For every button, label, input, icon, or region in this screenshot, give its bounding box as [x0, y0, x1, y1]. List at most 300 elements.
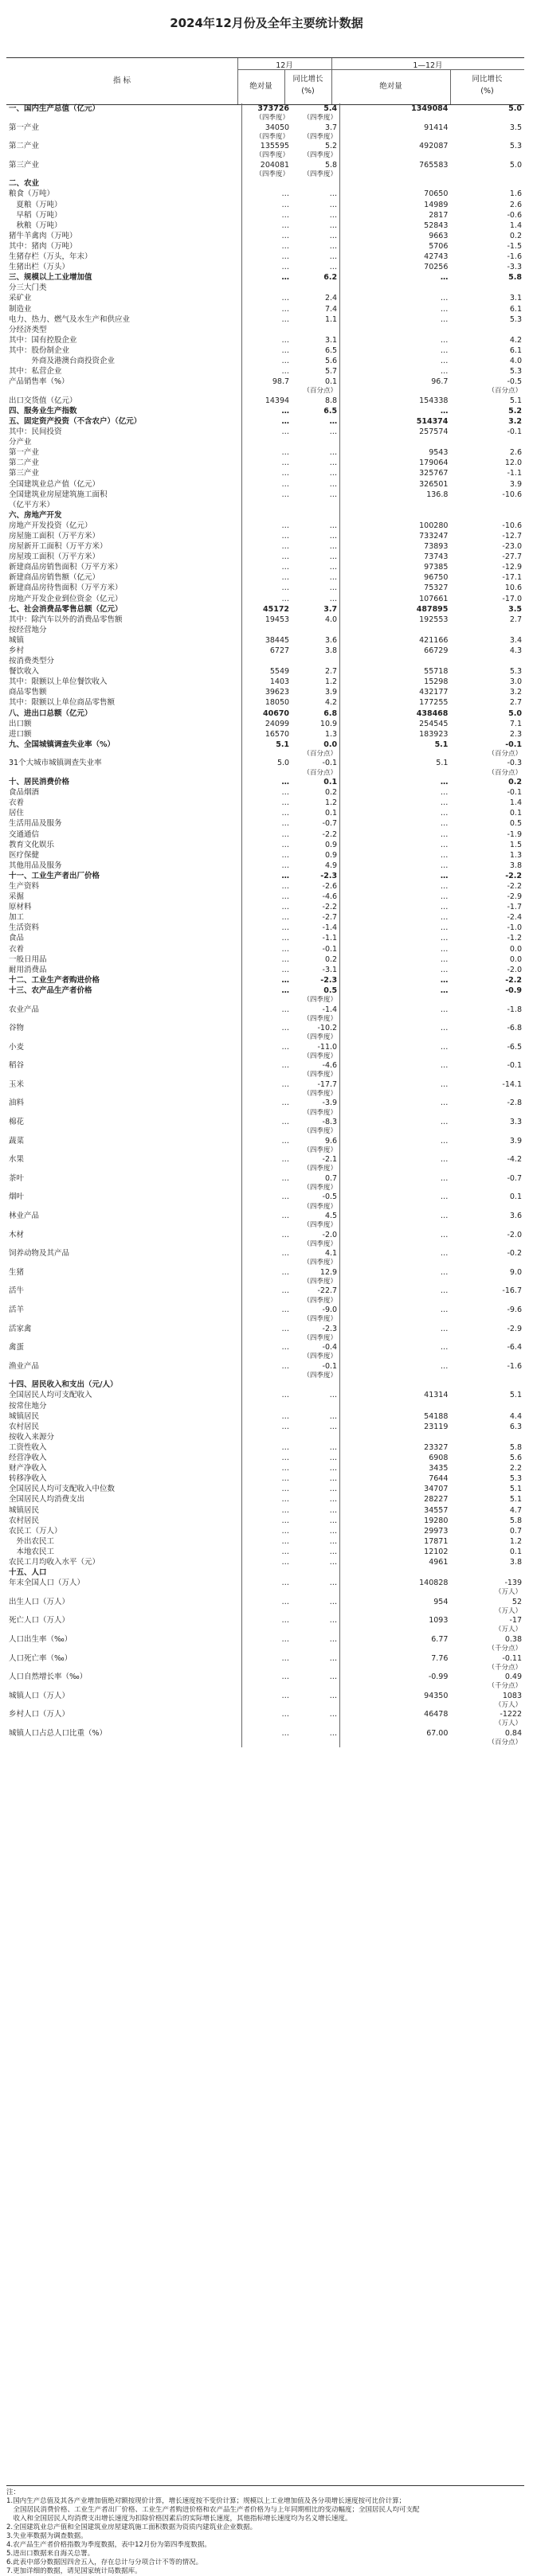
annual-value-cell: 432177: [340, 687, 451, 697]
table-row: [6, 1005, 524, 1015]
annual-value-cell: [340, 1146, 451, 1155]
indicator-cell: 小麦: [9, 1042, 25, 1052]
december-value-cell: …: [242, 241, 292, 252]
december-growth-cell: （四季度）: [303, 1371, 338, 1380]
annual-value-cell: [340, 1315, 451, 1324]
december-value-cell: …: [242, 1728, 292, 1739]
indicator-cell: 外出农民工: [9, 1536, 55, 1546]
december-growth-cell: 0.1: [324, 809, 338, 818]
december-value-cell: [242, 625, 292, 635]
annual-growth-cell: -9.6: [507, 1306, 522, 1314]
table-row: [6, 687, 524, 697]
annual-value-cell: …: [340, 1267, 451, 1278]
december-growth-cell: -3.1: [322, 965, 338, 974]
annual-value-cell: …: [340, 933, 451, 943]
december-growth-cell: 5.2: [324, 142, 338, 151]
annual-value-cell: …: [340, 1248, 451, 1259]
table-row: [6, 160, 524, 170]
table-row: [6, 646, 524, 656]
annual-growth-cell: 1.6: [509, 189, 522, 199]
december-value-cell: …: [242, 787, 292, 798]
december-value-cell: …: [242, 1154, 292, 1165]
december-growth-cell: -2.1: [322, 1155, 338, 1165]
annual-value-cell: …: [340, 1173, 451, 1184]
annual-value-cell: [340, 1033, 451, 1042]
table-row: [6, 1286, 524, 1296]
december-value-cell: …: [242, 1248, 292, 1259]
annual-growth-cell: 3.9: [509, 1136, 522, 1146]
december-growth-cell: （四季度）: [303, 1202, 338, 1211]
indicator-cell: 农村居民: [9, 1422, 40, 1431]
annual-growth-cell: 0.0: [509, 954, 522, 964]
annual-value-cell: [340, 750, 451, 759]
indicator-cell: [6, 1645, 242, 1653]
table-row: [6, 1634, 524, 1645]
table-row: [6, 1567, 524, 1578]
annual-growth-cell: 3.4: [509, 635, 522, 645]
december-growth-cell: （四季度）: [303, 1277, 338, 1286]
annual-growth-cell: -1.2: [507, 934, 522, 943]
december-growth-cell: …: [329, 221, 338, 230]
december-value-cell: …: [242, 447, 292, 458]
table-row: [6, 1154, 524, 1165]
annual-value-cell: 514374: [340, 416, 451, 427]
december-value-cell: …: [242, 861, 292, 871]
annual-growth-cell: -139: [504, 1579, 522, 1588]
annual-value-cell: 954: [340, 1597, 451, 1607]
december-value-cell: [242, 1127, 292, 1136]
december-growth-cell: 5.8: [324, 160, 338, 170]
december-value-cell: …: [242, 912, 292, 923]
annual-value-cell: …: [340, 777, 451, 787]
annual-growth-cell: 5.1: [509, 1485, 522, 1494]
december-value-cell: [242, 1645, 292, 1653]
table-row: [6, 1342, 524, 1352]
indicator-cell: [6, 750, 242, 759]
annual-growth-cell: -1.1: [507, 469, 522, 478]
december-value-cell: …: [242, 1361, 292, 1372]
annual-growth-cell: 0.2: [508, 778, 522, 787]
indicator-cell: 年末全国人口（万人）: [9, 1579, 85, 1588]
annual-growth-cell: [450, 437, 524, 447]
december-value-cell: [242, 1033, 292, 1042]
december-growth-cell: （四季度）: [303, 1033, 338, 1042]
annual-value-cell: …: [340, 272, 451, 283]
indicator-cell: [6, 170, 242, 179]
indicator-cell: 其中：猪肉（万吨）: [9, 241, 77, 251]
annual-value-cell: 3435: [340, 1463, 451, 1473]
indicator-cell: 蔬菜: [9, 1136, 25, 1146]
december-value-cell: 16570: [242, 729, 292, 740]
indicator-cell: 其中：股份制企业: [9, 345, 70, 355]
indicator-cell: 人口死亡率（‰）: [9, 1653, 73, 1663]
december-growth-cell: （四季度）: [303, 1127, 338, 1136]
annual-growth-cell: -0.1: [507, 788, 522, 798]
table-row: [6, 850, 524, 861]
indicator-cell: 生猪存栏（万头，年末）: [9, 252, 92, 262]
december-value-cell: …: [242, 1653, 292, 1664]
annual-growth-cell: -2.9: [507, 1324, 522, 1333]
indicator-cell: 衣着: [9, 798, 25, 808]
table-row: [6, 666, 524, 677]
december-value-cell: …: [242, 777, 292, 787]
december-growth-cell: [292, 437, 340, 447]
december-growth-cell: 6.5: [323, 406, 338, 416]
annual-value-cell: 97385: [340, 562, 451, 572]
december-value-cell: [242, 1015, 292, 1024]
december-growth-cell: …: [329, 1464, 338, 1473]
december-growth-cell: （百分点）: [303, 749, 338, 758]
december-growth-cell: …: [329, 1547, 338, 1556]
december-value-cell: 5.1: [242, 740, 292, 750]
table-row: [6, 1278, 524, 1286]
annual-value-cell: 7.76: [340, 1653, 451, 1664]
december-growth-cell: …: [329, 1672, 338, 1682]
december-value-cell: …: [242, 272, 292, 283]
indicator-cell: 死亡人口（万人）: [9, 1616, 70, 1626]
december-value-cell: 5549: [242, 666, 292, 677]
indicator-cell: 其中：民间投资: [9, 427, 62, 437]
table-row: [6, 396, 524, 406]
december-growth-cell: [292, 283, 340, 293]
table-row: [6, 141, 524, 151]
indicator-cell: 农民工月均收入水平（元）: [9, 1557, 100, 1567]
annual-value-cell: 2817: [340, 210, 451, 221]
annual-value-cell: [340, 178, 451, 189]
annual-value-cell: …: [340, 356, 451, 366]
december-growth-cell: …: [329, 1597, 338, 1606]
table-row: [6, 881, 524, 892]
indicator-cell: 商品零售额: [9, 688, 47, 697]
annual-value-cell: …: [340, 1117, 451, 1127]
table-row: [6, 541, 524, 552]
december-growth-cell: 3.6: [324, 635, 338, 645]
annual-growth-cell: [450, 151, 524, 160]
table-row: [6, 719, 524, 729]
december-growth-cell: （四季度）: [303, 1108, 338, 1117]
annual-value-cell: [340, 325, 451, 335]
december-growth-cell: …: [329, 1505, 338, 1515]
footnote-line: 收入和全国居民人均消费支出增长速度为扣除价格因素后的实际增长速度，其他指标增长速度均为名义增长速度。: [6, 2515, 352, 2523]
indicator-cell: 十四、居民收入和支出（元/人）: [9, 1380, 118, 1390]
annual-value-cell: …: [340, 881, 451, 892]
annual-growth-cell: [450, 133, 524, 142]
annual-value-cell: 29973: [340, 1526, 451, 1536]
table-row: [6, 1664, 524, 1672]
annual-value-cell: 1093: [340, 1615, 451, 1626]
december-growth-cell: 7.4: [324, 304, 338, 314]
annual-growth-cell: -1.0: [507, 923, 522, 933]
table-row: [6, 1390, 524, 1400]
annual-growth-cell: （万人）: [494, 1606, 522, 1615]
december-growth-cell: …: [329, 1442, 338, 1452]
indicator-cell: 采掘: [9, 892, 25, 902]
indicator-cell: 第三产业: [9, 469, 40, 478]
december-growth-cell: 0.7: [324, 1173, 338, 1183]
table-row: [6, 406, 524, 416]
indicator-cell: 九、全国城镇调查失业率（%）: [9, 740, 116, 749]
annual-value-cell: [340, 769, 451, 778]
table-row: [6, 1473, 524, 1484]
december-growth-cell: [292, 1645, 340, 1653]
table-row: [6, 1516, 524, 1526]
december-growth-cell: -2.7: [322, 913, 338, 923]
december-growth-cell: …: [329, 189, 338, 199]
indicator-cell: 农村居民: [9, 1516, 40, 1525]
december-growth-cell: 3.9: [324, 688, 338, 697]
indicator-cell: 活家禽: [9, 1324, 32, 1333]
annual-value-cell: …: [340, 840, 451, 850]
annual-value-cell: 5.1: [340, 758, 451, 768]
indicator-cell: 外商及港澳台商投资企业: [9, 356, 116, 365]
indicator-cell: 十五、人口: [9, 1568, 47, 1578]
december-value-cell: [242, 1334, 292, 1343]
december-value-cell: …: [242, 406, 292, 416]
annual-growth-cell: 0.5: [509, 819, 522, 829]
table-row: [6, 708, 524, 719]
annual-value-cell: …: [340, 798, 451, 808]
december-growth-cell: …: [329, 1422, 338, 1431]
annual-value-cell: [340, 1071, 451, 1079]
december-growth-cell: -1.4: [322, 923, 338, 933]
annual-value-cell: …: [340, 1023, 451, 1033]
annual-value-cell: …: [340, 1098, 451, 1108]
december-value-cell: [242, 1297, 292, 1306]
table-row: [6, 345, 524, 356]
annual-growth-cell: 0.1: [509, 1547, 522, 1556]
december-value-cell: [242, 1184, 292, 1192]
table-row: [6, 1372, 524, 1380]
december-growth-cell: [292, 178, 340, 189]
indicator-cell: 城镇居民: [9, 1505, 40, 1515]
annual-growth-cell: -6.8: [507, 1024, 522, 1033]
annual-value-cell: 15298: [340, 677, 451, 687]
table-row: [6, 604, 524, 615]
table-row: [6, 1315, 524, 1324]
annual-growth-cell: （千分点）: [488, 1663, 522, 1672]
indicator-cell: [6, 1033, 242, 1042]
december-growth-cell: [292, 1432, 340, 1442]
annual-growth-cell: 2.7: [509, 698, 522, 708]
table-row: [6, 1536, 524, 1547]
annual-value-cell: 1349084: [340, 103, 451, 114]
annual-value-cell: 5.1: [340, 740, 451, 750]
indicator-cell: 其中：除汽车以外的消费品零售额: [9, 615, 123, 624]
december-value-cell: 1403: [242, 677, 292, 687]
december-value-cell: …: [242, 892, 292, 902]
table-row: [6, 1588, 524, 1597]
annual-growth-cell: 3.5: [508, 604, 522, 614]
december-growth-cell: [292, 1380, 340, 1390]
table-row: [6, 625, 524, 635]
annual-growth-cell: [450, 996, 524, 1005]
indicator-cell: 分三大门类: [9, 283, 47, 293]
indicator-cell: 耐用消费品: [9, 965, 47, 974]
december-value-cell: …: [242, 1390, 292, 1400]
annual-growth-cell: （百分点）: [488, 387, 522, 396]
annual-growth-cell: [450, 500, 524, 510]
indicator-cell: 城镇人口占总人口比重（%）: [9, 1728, 108, 1738]
december-value-cell: [242, 1109, 292, 1118]
indicator-cell: 夏粮（万吨）: [9, 200, 62, 209]
indicator-cell: [6, 1052, 242, 1061]
annual-growth-cell: 5.3: [509, 667, 522, 677]
indicator-cell: [6, 1334, 242, 1343]
indicator-cell: 全国建筑业房屋建筑施工面积: [9, 490, 108, 499]
annual-growth-cell: -1.6: [507, 1361, 522, 1371]
annual-value-cell: …: [340, 304, 451, 314]
december-growth-cell: [292, 1664, 340, 1672]
december-growth-cell: …: [329, 1710, 338, 1719]
annual-value-cell: [340, 114, 451, 123]
indicator-cell: 生猪出栏（万头）: [9, 263, 70, 272]
annual-value-cell: …: [340, 912, 451, 923]
table-row: [6, 1109, 524, 1118]
indicator-cell: 五、固定资产投资（不含农户）（亿元）: [9, 416, 142, 426]
december-value-cell: 14394: [242, 396, 292, 406]
indicator-header: 指 标: [112, 76, 131, 85]
annual-value-cell: [340, 1203, 451, 1212]
indicator-cell: [6, 1719, 242, 1728]
december-value-cell: …: [242, 1473, 292, 1484]
december-growth-cell: 8.8: [324, 396, 338, 405]
december-growth-cell: （四季度）: [303, 1183, 338, 1192]
annual-growth-cell: -1.5: [507, 241, 522, 251]
annual-value-cell: [340, 1645, 451, 1653]
indicator-cell: 其中：国有控股企业: [9, 335, 77, 345]
annual-value-cell: …: [340, 787, 451, 798]
annual-growth-cell: -6.4: [507, 1343, 522, 1352]
indicator-cell: 居住: [9, 809, 25, 818]
annual-value-cell: 12102: [340, 1547, 451, 1557]
annual-value-cell: 438468: [340, 708, 451, 719]
indicator-cell: 房屋施工面积（万平方米）: [9, 531, 100, 541]
table-row: [6, 416, 524, 427]
annual-growth-cell: -0.11: [502, 1653, 522, 1663]
annual-value-cell: [340, 1401, 451, 1411]
annual-value-cell: …: [340, 1192, 451, 1202]
december-growth-cell: [292, 510, 340, 521]
december-growth-cell: （四季度）: [303, 1315, 338, 1324]
table-row: [6, 912, 524, 923]
annual-growth-cell: 5.0: [508, 708, 522, 718]
december-growth-cell: （四季度）: [303, 170, 338, 178]
december-growth-cell: -3.9: [322, 1099, 338, 1108]
table-header: [6, 57, 524, 105]
annual-growth-cell: [450, 656, 524, 666]
annual-value-cell: 183923: [340, 729, 451, 740]
table-row: [6, 1352, 524, 1361]
annual-value-cell: 75327: [340, 583, 451, 593]
annual-value-cell: 9663: [340, 231, 451, 241]
december-value-cell: …: [242, 1453, 292, 1463]
december-growth-cell: 0.9: [324, 850, 338, 860]
indicator-cell: [6, 1278, 242, 1286]
table-row: [6, 902, 524, 912]
annual-value-cell: [340, 170, 451, 179]
indicator-cell: [6, 1588, 242, 1597]
annual-growth-cell: -0.2: [507, 1249, 522, 1259]
annual-growth-cell: -2.2: [507, 881, 522, 891]
annual-growth-cell: 3.5: [509, 123, 522, 132]
annual-growth-cell: -1.6: [507, 252, 522, 262]
indicator-cell: 谷物: [9, 1024, 25, 1033]
annual-growth-cell: -4.2: [507, 1155, 522, 1165]
indicator-cell: [6, 1184, 242, 1192]
annual-growth-cell: 5.3: [509, 314, 522, 324]
annual-growth-cell: -0.3: [507, 759, 522, 768]
annual-value-cell: …: [340, 335, 451, 345]
annual-value-cell: [340, 1184, 451, 1192]
annual-growth-cell: 5.8: [508, 273, 522, 283]
december-growth-cell: 9.6: [324, 1136, 338, 1146]
annual-growth-cell: -10.6: [502, 490, 522, 499]
december-value-cell: 98.7: [242, 377, 292, 387]
december-value-cell: …: [242, 490, 292, 500]
annual-growth-cell: [450, 1015, 524, 1024]
december-value-cell: 34050: [242, 123, 292, 133]
december-value-cell: …: [242, 1442, 292, 1453]
group-december-header: 12月: [276, 61, 293, 70]
table-row: [6, 1682, 524, 1691]
annual-growth-cell: 0.0: [509, 944, 522, 954]
table-row: [6, 677, 524, 687]
indicator-cell: 餐饮收入: [9, 667, 40, 677]
indicator-cell: 一般日用品: [9, 954, 47, 964]
annual-growth-cell: [450, 1146, 524, 1155]
indicator-cell: 进口额: [9, 729, 32, 739]
december-value-cell: （四季度）: [242, 114, 292, 123]
annual-value-cell: …: [340, 954, 451, 965]
table-row: [6, 758, 524, 768]
annual-value-cell: …: [340, 1324, 451, 1334]
indicator-cell: 饲养动物及其产品: [9, 1249, 70, 1259]
table-row: [6, 1033, 524, 1042]
table-row: [6, 808, 524, 818]
december-growth-cell: [292, 325, 340, 335]
table-row: [6, 1380, 524, 1390]
indicator-cell: 其中：限额以上单位商品零售额: [9, 698, 116, 708]
table-row: [6, 1484, 524, 1494]
december-growth-cell: [292, 1682, 340, 1691]
december-value-cell: [242, 769, 292, 778]
indicator-cell: [6, 769, 242, 778]
indicator-cell: 新建商品房待售面积（万平方米）: [9, 584, 123, 593]
indicator-cell: 稻谷: [9, 1061, 25, 1071]
annual-value-cell: [340, 437, 451, 447]
annual-growth-cell: [450, 1090, 524, 1099]
table-row: [6, 1305, 524, 1315]
december-value-cell: …: [242, 1023, 292, 1033]
indicator-cell: [6, 1090, 242, 1099]
december-growth-cell: 5.7: [324, 367, 338, 377]
december-growth-cell: -22.7: [317, 1286, 338, 1296]
table-row: [6, 200, 524, 210]
indicator-cell: 分产业: [9, 438, 32, 447]
december-growth-cell: …: [329, 263, 338, 272]
december-growth-cell: -2.6: [322, 881, 338, 891]
table-row: [6, 594, 524, 604]
indicator-cell: 第一产业: [9, 123, 40, 132]
table-row: [6, 1015, 524, 1024]
table-row: [6, 1615, 524, 1626]
december-value-cell: …: [242, 468, 292, 478]
december-value-cell: …: [242, 1547, 292, 1557]
annual-value-cell: -0.99: [340, 1672, 451, 1682]
table-row: [6, 335, 524, 345]
annual-value-cell: …: [340, 1361, 451, 1372]
december-value-cell: …: [242, 356, 292, 366]
